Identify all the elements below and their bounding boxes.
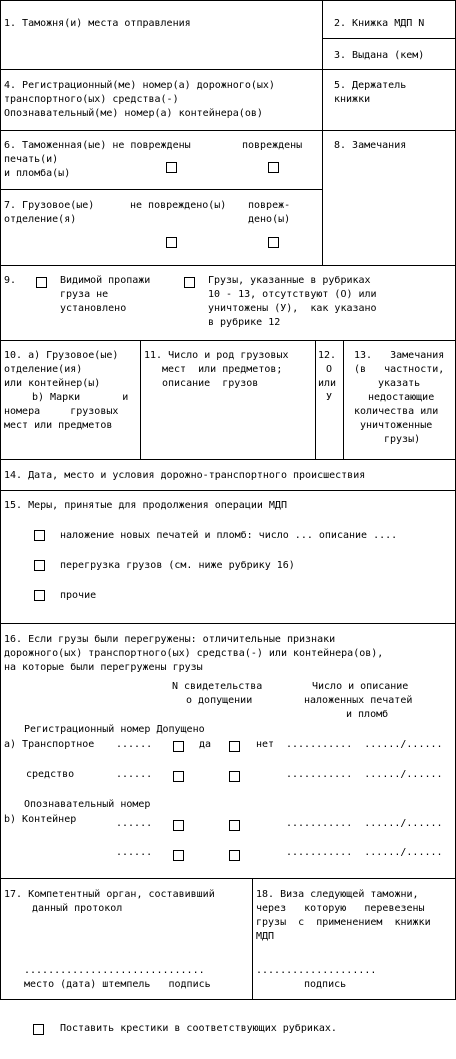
divider-row-7 bbox=[0, 189, 322, 190]
box6-line1: 6. Таможенная(ые) не повреждены bbox=[4, 140, 191, 151]
divider-row-17 bbox=[0, 878, 456, 879]
box6-damaged-checkbox[interactable] bbox=[268, 162, 279, 173]
footer-checkbox-sample bbox=[33, 1024, 44, 1035]
box12-line2: О bbox=[326, 364, 333, 375]
box16-no-label: нет bbox=[256, 739, 275, 750]
box16-b1-cert-checkbox[interactable] bbox=[173, 820, 184, 831]
box13-line5: количества или bbox=[354, 406, 439, 417]
box5-line2: книжки bbox=[334, 94, 371, 105]
box9-number: 9. bbox=[4, 275, 17, 286]
box9-b-line4: в рубрике 12 bbox=[208, 317, 281, 328]
box2-label: 2. Книжка МДП N bbox=[334, 18, 425, 29]
box6-damaged: повреждены bbox=[242, 140, 303, 151]
box16-a1-reg-dots: ...... bbox=[116, 739, 153, 750]
box18-line2: через которую перевезены bbox=[256, 903, 425, 914]
divider-11-12 bbox=[315, 340, 316, 459]
footer-instruction: Поставить крестики в соответствующих рубриках. bbox=[60, 1023, 337, 1034]
box16-b1-seal-dots: ........... ....../...... bbox=[286, 818, 443, 829]
box5-line1: 5. Держатель bbox=[334, 80, 407, 91]
box16-b1-ident-dots: ...... bbox=[116, 818, 153, 829]
box12-line3: или bbox=[318, 378, 337, 389]
box16-line2: дорожного(ых) транспортного(ых) средства(-) или контейнера(ов), bbox=[4, 648, 384, 659]
frame-bottom bbox=[0, 999, 456, 1000]
box13-line7: грузы) bbox=[384, 434, 421, 445]
box7-line2: отделение(я) bbox=[4, 214, 77, 225]
box10-line1: 10. a) Грузовое(ые) bbox=[4, 350, 119, 361]
box10-line2: отделение(ия) bbox=[4, 364, 83, 375]
box15-transshipment-checkbox[interactable] bbox=[34, 560, 45, 571]
box16-a-label: a) Транспортное bbox=[4, 739, 95, 750]
box7-not-damaged-checkbox[interactable] bbox=[166, 237, 177, 248]
box15-item-new-seals: наложение новых печатей и пломб: число ... описание .... bbox=[60, 530, 398, 541]
divider-row-10 bbox=[0, 340, 456, 341]
box4-line1: 4. Регистрационный(ме) номер(а) дорожного(ых) bbox=[4, 80, 275, 91]
box16-b2-yes-checkbox[interactable] bbox=[229, 850, 240, 861]
box11-line2: мест или предметов; bbox=[162, 364, 283, 375]
box16-seals-header-1: Число и описание bbox=[312, 681, 409, 692]
box15-other-checkbox[interactable] bbox=[34, 590, 45, 601]
box15-title: 15. Меры, принятые для продолжения операции МДП bbox=[4, 500, 287, 511]
box8-label: 8. Замечания bbox=[334, 140, 407, 151]
box16-cert-header-1: N свидетельства bbox=[172, 681, 263, 692]
box9-a-line1: Видимой пропажи bbox=[60, 275, 151, 286]
divider-row-14 bbox=[0, 459, 456, 460]
box3-label: 3. Выдана (кем) bbox=[334, 50, 425, 61]
box6-not-damaged-checkbox[interactable] bbox=[166, 162, 177, 173]
box1-label: 1. Таможня(и) места отправления bbox=[4, 18, 191, 29]
box9-a-line3: установлено bbox=[60, 303, 127, 314]
box16-a1-cert-checkbox[interactable] bbox=[173, 741, 184, 752]
box16-a1-seal-dots: ........... ....../...... bbox=[286, 739, 443, 750]
box10-line3: или контейнер(ы) bbox=[4, 378, 101, 389]
box12-line1: 12. bbox=[318, 350, 337, 361]
box15-new-seals-checkbox[interactable] bbox=[34, 530, 45, 541]
box18-line3: грузы с применением книжки bbox=[256, 917, 431, 928]
box17-signature-caption: место (дата) штемпель подпись bbox=[24, 979, 211, 990]
box6-line2: печать(и) bbox=[4, 154, 59, 165]
divider-10-11 bbox=[140, 340, 141, 459]
box16-a2-reg-dots: ...... bbox=[116, 769, 153, 780]
box16-yes-label: да bbox=[199, 739, 212, 750]
box9-a-line2: груза не bbox=[60, 289, 109, 300]
box18-signature-dots: .................... bbox=[256, 965, 377, 976]
divider-row-15 bbox=[0, 490, 456, 491]
box11-line1: 11. Число и род грузовых bbox=[144, 350, 289, 361]
divider-row-16 bbox=[0, 623, 456, 624]
box16-b-label: b) Контейнер bbox=[4, 814, 77, 825]
divider-right-col bbox=[322, 0, 323, 265]
box13-line3: указать bbox=[378, 378, 421, 389]
box16-seals-header-3: и пломб bbox=[346, 709, 389, 720]
box16-reg-header: Регистрационный номер Допущено bbox=[24, 724, 205, 735]
box9-no-loss-checkbox[interactable] bbox=[36, 277, 47, 288]
box7-line1: 7. Грузовое(ые) bbox=[4, 200, 95, 211]
divider-17-18 bbox=[252, 878, 253, 1000]
box16-b1-yes-checkbox[interactable] bbox=[229, 820, 240, 831]
divider-12-13 bbox=[343, 340, 344, 459]
box13-line6: уничтоженные bbox=[360, 420, 433, 431]
box15-item-other: прочие bbox=[60, 590, 97, 601]
box9-b-line1: Грузы, указанные в рубриках bbox=[208, 275, 371, 286]
box7-not-damaged: не повреждено(ы) bbox=[130, 200, 227, 211]
box16-a-label-2: средство bbox=[26, 769, 75, 780]
divider-row-9 bbox=[0, 265, 456, 266]
box12-line4: У bbox=[326, 392, 333, 403]
box15-item-transshipment: перегрузка грузов (см. ниже рубрику 16) bbox=[60, 560, 295, 571]
box16-a1-yes-checkbox[interactable] bbox=[229, 741, 240, 752]
box13-line2: (в частности, bbox=[354, 364, 445, 375]
box16-line1: 16. Если грузы были перегружены: отличительные признаки bbox=[4, 634, 336, 645]
frame-top bbox=[0, 0, 456, 1]
frame-left bbox=[0, 0, 1, 1000]
box16-b2-cert-checkbox[interactable] bbox=[173, 850, 184, 861]
box13-line1: 13. Замечания bbox=[354, 350, 445, 361]
box4-line2: транспортного(ых) средства(-) bbox=[4, 94, 179, 105]
divider-2-3 bbox=[322, 38, 456, 39]
box18-line1: 18. Виза следующей таможни, bbox=[256, 889, 419, 900]
box16-ident-header: Опознавательный номер bbox=[24, 799, 151, 810]
box16-b2-ident-dots: ...... bbox=[116, 847, 153, 858]
box16-line3: на которые были перегружены грузы bbox=[4, 662, 203, 673]
box6-line3: и пломба(ы) bbox=[4, 168, 71, 179]
box10-line6: мест или предметов bbox=[4, 420, 113, 431]
box17-line2: данный протокол bbox=[32, 903, 123, 914]
box16-cert-header-2: о допущении bbox=[186, 695, 253, 706]
box11-line3: описание грузов bbox=[162, 378, 259, 389]
box7-damaged-1: повреж- bbox=[248, 200, 291, 211]
box4-line3: Опознавательный(ме) номер(а) контейнера(ов) bbox=[4, 108, 263, 119]
box16-b2-seal-dots: ........... ....../...... bbox=[286, 847, 443, 858]
box18-signature-caption: подпись bbox=[304, 979, 347, 990]
box13-line4: недостающие bbox=[368, 392, 435, 403]
box7-damaged-checkbox[interactable] bbox=[268, 237, 279, 248]
box16-a2-yes-checkbox[interactable] bbox=[229, 771, 240, 782]
divider-row-6 bbox=[0, 130, 456, 131]
box18-line4: МДП bbox=[256, 931, 275, 942]
box16-a2-seal-dots: ........... ....../...... bbox=[286, 769, 443, 780]
box10-line5: номера грузовых bbox=[4, 406, 119, 417]
box9-b-line3: уничтожены (У), как указано bbox=[208, 303, 377, 314]
divider-row-4 bbox=[0, 69, 456, 70]
box14-label: 14. Дата, место и условия дорожно-транспортного происшествия bbox=[4, 470, 366, 481]
box7-damaged-2: дено(ы) bbox=[248, 214, 291, 225]
box17-signature-dots: .............................. bbox=[24, 965, 205, 976]
box17-line1: 17. Компетентный орган, составивший bbox=[4, 889, 215, 900]
box16-a2-cert-checkbox[interactable] bbox=[173, 771, 184, 782]
box10-line4: b) Марки и bbox=[32, 392, 129, 403]
box16-seals-header-2: наложенных печатей bbox=[304, 695, 413, 706]
box9-b-line2: 10 - 13, отсутствуют (О) или bbox=[208, 289, 377, 300]
box9-missing-checkbox[interactable] bbox=[184, 277, 195, 288]
